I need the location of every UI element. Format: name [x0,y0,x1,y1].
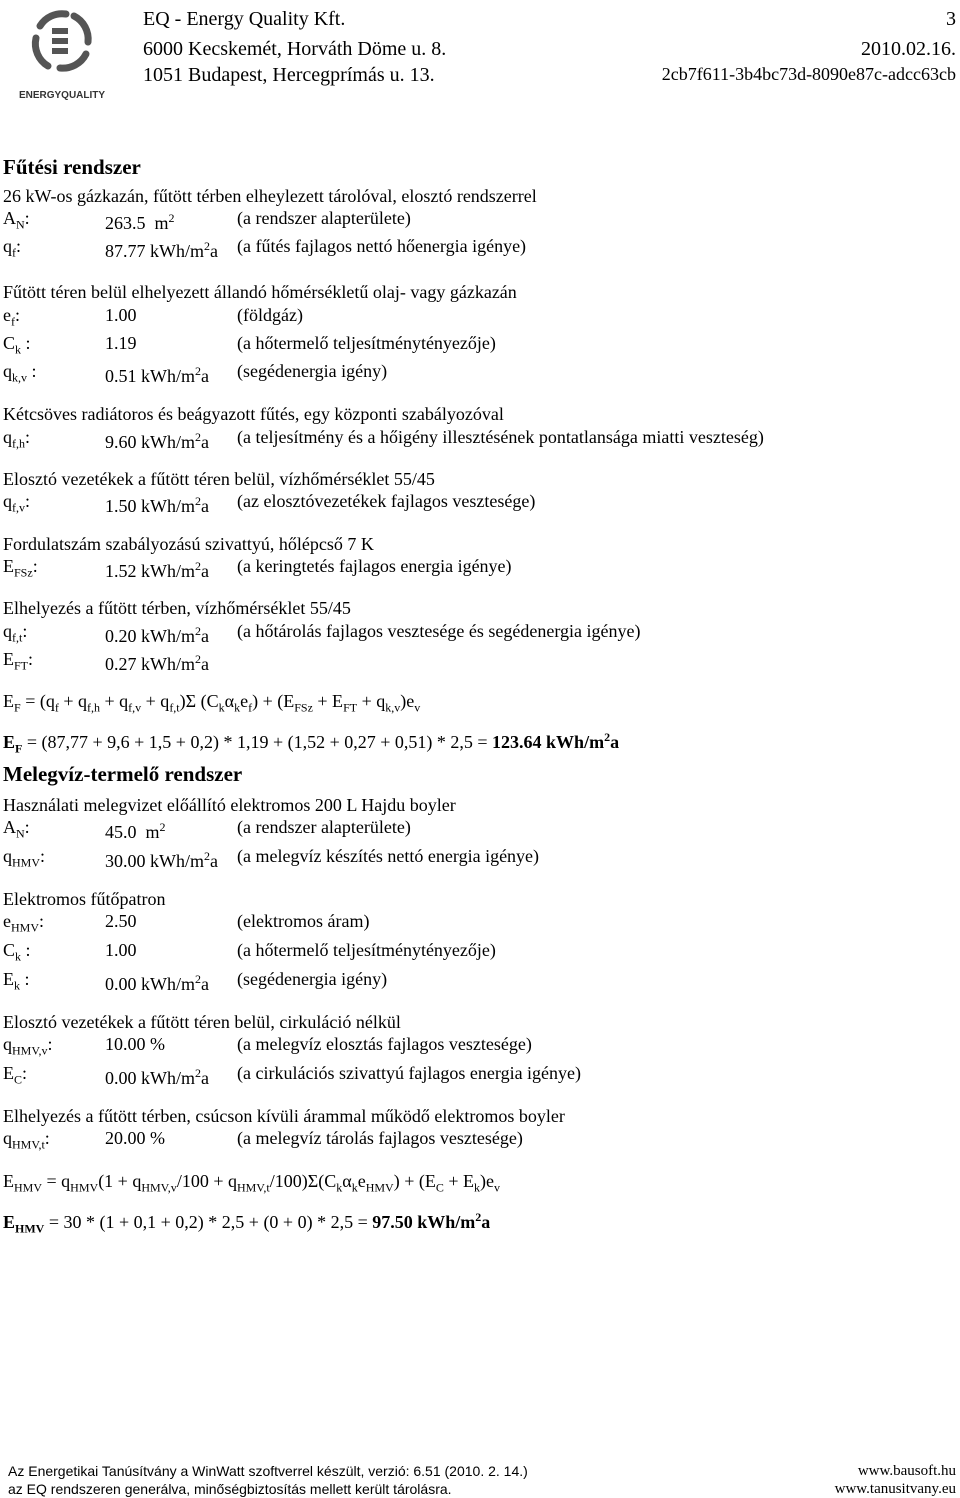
heating-formula: $E_F = (q_f + q_{f,h} + q_{f,v} + q_{f,t})\Sigma$ $(C_k\alpha_ke_f) + (E_{FSz} + E_{FT} + q_{k,v})e_v$ [3,691,421,715]
hotwater-formula: $E_{HMV} = q_{HMV}(1 + q_{HMV,v}/100 + q_{HMV,t}/100)\Sigma(C_k\alpha_ke_{HMV}) + (E_C + E_k)e_v$ [3,1171,500,1195]
footer-url-tanusitvany[interactable]: www.tanusitvany.eu [834,1481,956,1497]
logo-text: ENERGYQUALITY [18,90,106,101]
company-name: EQ - Energy Quality Kft. [143,8,346,30]
hw-generator-title: Elektromos fűtőpatron [3,889,166,909]
footer-line-2: az EQ rendszeren generálva, minőségbiztosítás mellett került tárolásra. www.tanusitvany.eu [8,1481,956,1497]
hotwater-intro: Használati melegvizet előállító elektromos 200 L Hajdu boyler [3,795,456,815]
page-number: 3 [946,8,956,30]
hotwater-calculation: $E_{HMV} = 30 * (1 + 0,1 + 0,2) * 2,5 + (0 + 0) * 2,5 = 97.50$ kWh/$m^2a$ [3,1210,491,1236]
heating-intro: 26 kW-os gázkazán, fűtött térben elheylezett tárolóval, elosztó rendszerrel [3,186,537,206]
heating-calculation: $E_F = (87,77 + 9,6 + 1,5 + 0,2) * 1,19 + (1,52 + 0,27 + 0,51) * 2,5 = 123.64$ kWh/$m^2a$ [3,730,620,756]
footer-line-1: Az Energetikai Tanúsítvány a WinWatt szoftverrel készült, verzió: 6.51 (2010. 2. 14.) www.bausoft.hu [8,1463,956,1479]
storage-title: Elhelyezés a fűtött térben, vízhőmérséklet 55/45 [3,598,351,618]
company-address-1: 6000 Kecskemét, Horváth Döme u. 8. [143,38,447,60]
footer-url-bausoft[interactable]: www.bausoft.hu [857,1463,956,1479]
pump-title: Fordulatszám szabályozású szivattyú, hőlépcső 7 K [3,534,374,554]
document-id: 2cb7f611-3b4bc73d-8090e87c-adcc63cb [661,64,956,84]
hw-storage-title: Elhelyezés a fűtött térben, csúcson kívüli árammal működő elektromos boyler [3,1106,565,1126]
energy-quality-logo [6,6,118,102]
document-date: 2010.02.16. [861,38,956,60]
hotwater-title: Melegvíz-termelő rendszer [3,762,243,786]
distribution-title: Elosztó vezetékek a fűtött téren belül, vízhőmérséklet 55/45 [3,469,435,489]
page-header [0,6,960,106]
company-address-2: 1051 Budapest, Hercegprímás u. 13. [143,64,435,86]
generator-title: Fűtött téren belül elhelyezett állandó hőmérsékletű olaj- vagy gázkazán [3,282,517,302]
hw-distribution-title: Elosztó vezetékek a fűtött téren belül, cirkuláció nélkül [3,1012,401,1032]
emission-title: Kétcsöves radiátoros és beágyazott fűtés, egy központi szabályozóval [3,404,504,424]
heating-title: Fűtési rendszer [3,155,141,179]
